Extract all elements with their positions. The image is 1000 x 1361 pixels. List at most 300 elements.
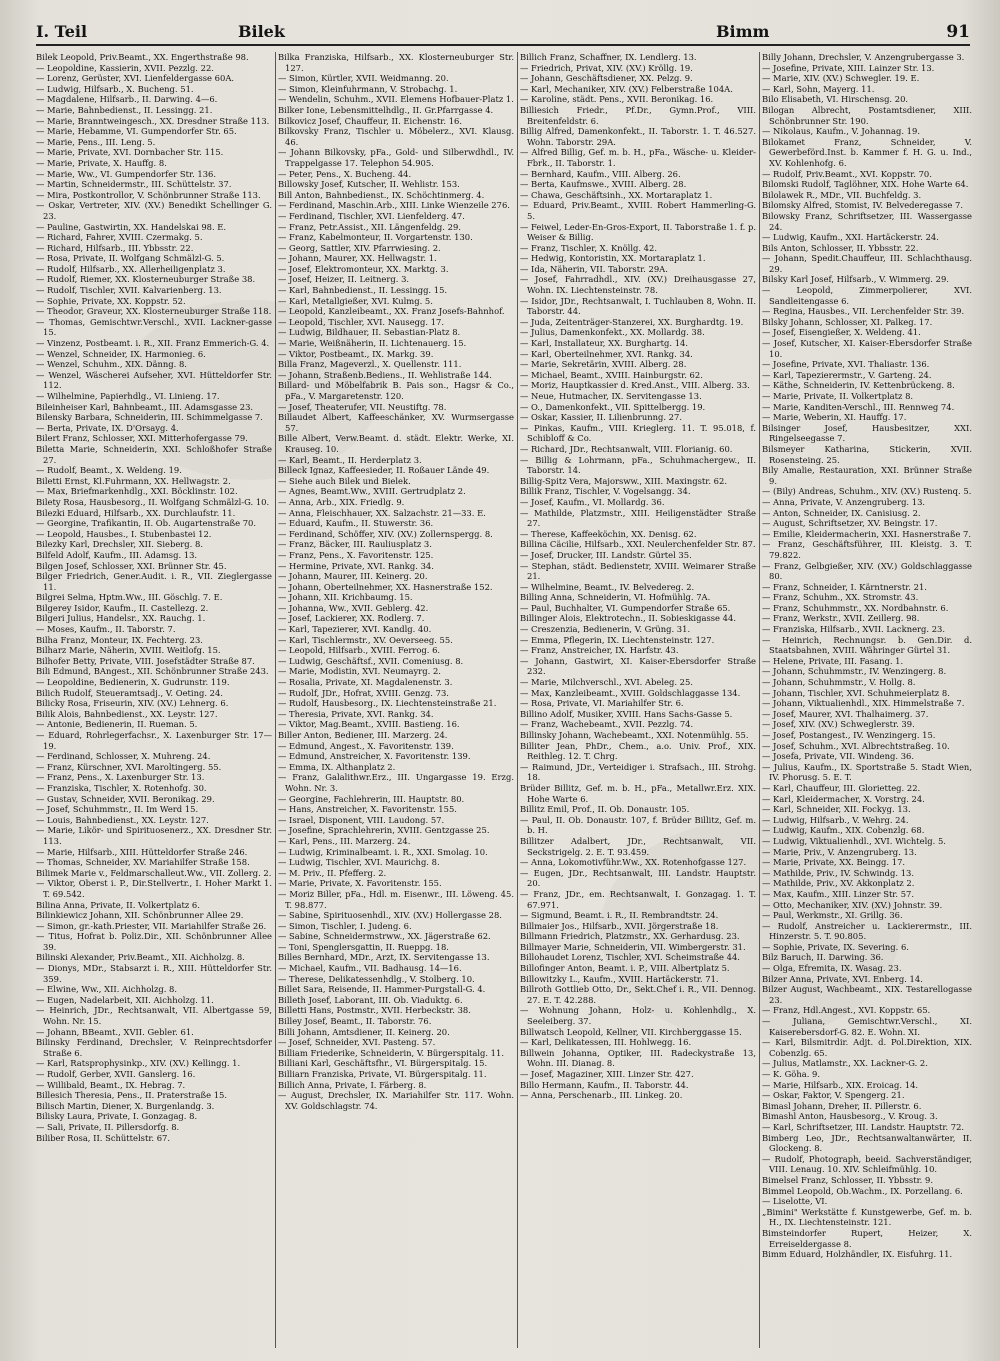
directory-entry: — Paul, II. Ob. Donaustr. 107, f. Brüder Billitz, Gef. m. b. H. bbox=[520, 814, 756, 836]
directory-entry: — Rosa, Private, II. Wolfgang Schmälzl-G. 5. bbox=[36, 253, 225, 264]
directory-entry: — Rudolf, Hilfsarb., XX. Allerheiligenplatz 3. bbox=[36, 263, 226, 274]
directory-entry: — Edmund, Anstreicher, X. Favoritenstr. 139. bbox=[278, 751, 471, 762]
directory-entry: — Marie, Milchverschl., XVI. Abeleg. 25. bbox=[520, 677, 693, 688]
directory-entry: — Theresia, Private, XVI. Rankg. 34. bbox=[278, 708, 434, 719]
directory-entry: Bilka Franziska, Hilfsarb., XX. Klosterneuburger Str. 127. bbox=[278, 52, 514, 73]
directory-entry: — Karl, Schriftsetzer, III. Landstr. Hauptstr. 72. bbox=[762, 1121, 965, 1132]
directory-entry: — Franz, Pens., X. Laxenburger Str. 13. bbox=[36, 772, 205, 783]
directory-entry: — Oskar, Faktor, V. Spengerg. 21. bbox=[762, 1090, 905, 1101]
directory-entry: Billmann Friedrich, Platzmstr., XX. Gerhardusg. 23. bbox=[520, 931, 740, 942]
directory-entry: — Richard, Hilfsarb., III. Ybbsstr. 22. bbox=[36, 242, 194, 253]
directory-entry: — Franz, JDr., em. Rechtsanwalt, I. Gonzagag. 1. T. 67.971. bbox=[520, 888, 756, 910]
directory-entry: Bilinsky Ferdinand, Drechsler, V. Reinprechtsdorfer Straße 6. bbox=[36, 1037, 272, 1058]
directory-entry: — Paul, Werkmstr., XI. Grillg. 36. bbox=[762, 910, 903, 921]
directory-entry: Bilowsky Franz, Schriftsetzer, III. Wassergasse 24. bbox=[762, 210, 972, 232]
directory-entry: — Ludwig, Kriminalbeamt. i. R., XXI. Smolag. 10. bbox=[278, 846, 488, 857]
directory-entry: — Franz, Galalithwr.Erz., III. Ungargasse 19. Erzg. Wohn. Nr. 3. bbox=[278, 772, 514, 793]
directory-entry: — Johann, Oberteilnehmer, XX. Hasnerstraße 152. bbox=[278, 581, 493, 592]
directory-entry: — Julius, Damenkonfekt., XX. Mollardg. 38. bbox=[520, 327, 705, 338]
directory-column-1 bbox=[36, 52, 272, 1352]
column-divider bbox=[275, 52, 276, 1348]
directory-entry: — Franz, Anstreicher, IX. Harfstr. 43. bbox=[520, 645, 679, 656]
directory-entry: — Pinkas, Kaufm., VIII. Krieglerg. 11. T. 95.018, f. Schibloff & Co. bbox=[520, 422, 756, 444]
directory-entry: Billi Johann, Amtsdiener, II. Keinerg. 20. bbox=[278, 1026, 450, 1037]
directory-entry: Bilicky Rosa, Friseurin, XIV. (XV.) Lehnerg. 6. bbox=[36, 698, 229, 709]
directory-entry: — Ludwig, Hilfsarb., X. Bucheng. 51. bbox=[36, 83, 194, 94]
directory-entry: Billig-Spitz Vera, Majorsww., XIII. Maxingstr. 62. bbox=[520, 475, 727, 486]
directory-entry: — M. Priv., II. Pfefferg. 2. bbox=[278, 867, 387, 878]
directory-entry: — Johann, Schuhmmstr., V. Hollg. 8. bbox=[762, 677, 916, 688]
directory-entry: — Karl, Beamt., II. Herderplatz 3. bbox=[278, 454, 422, 465]
directory-entry: — Wilhelmine, Beamt., IV. Belvedereg. 2. bbox=[520, 581, 695, 592]
guide-word-left: Bilek bbox=[238, 22, 285, 41]
directory-entry: — Theodor, Graveur, XX. Klosterneuburger Straße 118. bbox=[36, 306, 272, 317]
directory-entry: — Julius, Matlamstr., XX. Lackner-G. 2. bbox=[762, 1058, 928, 1069]
directory-entry: — Eugen, Nadelarbeit, XII. Aichholzg. 11. bbox=[36, 994, 214, 1005]
directory-entry: — Israel, Disponent, VIII. Laudong. 57. bbox=[278, 814, 445, 825]
directory-entry: — Karoline, städt. Pens., XVII. Beronikag. 16. bbox=[520, 94, 714, 105]
directory-entry: — Oskar, Kassier, II. Lilienbrunng. 27. bbox=[520, 412, 683, 423]
directory-entry: Billa Franz, Mageverzl., X. Quellenstr. 111. bbox=[278, 359, 462, 370]
directory-entry: — Johann, Spedit.Chauffeur, III. Schlachthausg. 29. bbox=[762, 253, 972, 274]
directory-entry: Billina Cäcilie, Hilfsarb., XXI. Neulerchenfelder Str. 87. bbox=[520, 539, 756, 550]
directory-entry: — Stephan, städt. Bedienstetr, XVIII. Weimarer Straße 21. bbox=[520, 560, 756, 582]
directory-entry: Bilger Friedrich, Gener.Audit. i. R., VII. Zieglergasse 11. bbox=[36, 571, 272, 592]
directory-entry: — Mathilde, Priv., XV. Akkonplatz 2. bbox=[762, 878, 915, 889]
directory-entry: — Ludwig, Kaufm., XXI. Hartäckerstr. 24. bbox=[762, 232, 939, 243]
directory-entry: — Lorenz, Gerüster, XVI. Lienfeldergasse 60A. bbox=[36, 73, 235, 84]
directory-entry: — Pauline, Gastwirtin, XX. Handelskai 98. E. bbox=[36, 221, 227, 232]
directory-entry: — Ferdinand, Tischler, XVI. Lienfelderg. 47. bbox=[278, 210, 465, 221]
directory-entry: — Alfred Billig, Gef. m. b. H., pFa., Wäsche- u. Kleider-Fbrk., II. Taborstr. 1. bbox=[520, 147, 756, 168]
directory-entry: — Isidor, JDr., Rechtsanwalt, I. Tuchlauben 8, Wohn. II. Taborstr. 44. bbox=[520, 295, 756, 317]
directory-entry: Billeth Josef, Laborant, III. Ob. Viaduktg. 6. bbox=[278, 994, 463, 1005]
directory-entry: — Leopold, Hausbes., I. Stubenbastei 12. bbox=[36, 528, 212, 539]
directory-entry: — Willibald, Beamt., IX. Hebrag. 7. bbox=[36, 1079, 186, 1090]
directory-entry: Bilich Rudolf, Steueramtsadj., V. Oeting. 24. bbox=[36, 687, 223, 698]
column-divider bbox=[759, 52, 760, 1348]
directory-entry: — Rudolf, JDr., Hofrat, XVIII. Genzg. 73. bbox=[278, 687, 449, 698]
directory-entry: — Richard, Fahrer, XVIII. Czermakg. 5. bbox=[36, 232, 203, 243]
directory-entry: — Marie, Hilfsarb., XIX. Eroicag. 14. bbox=[762, 1079, 919, 1090]
directory-entry: Bilzer Anna, Private, XVI. Enberg. 14. bbox=[762, 973, 923, 984]
directory-entry: Bilharz Marie, Näherin, XVIII. Weitlofg. 15. bbox=[36, 645, 221, 656]
directory-entry: — Johann, XII. Krichbaumg. 15. bbox=[278, 592, 413, 603]
directory-entry: — Marie, Sekretärin, XVIII. Alberg. 28. bbox=[520, 359, 687, 370]
directory-entry: — Titus, Hofrat b. Poliz.Dir., XII. Schönbrunner Allee 39. bbox=[36, 931, 272, 952]
directory-entry: — Johann, Maurer, III. Keinerg. 20. bbox=[278, 571, 428, 582]
directory-entry: — Karl, Tapezierermstr., V. Garteng. 24. bbox=[762, 369, 932, 380]
directory-entry: — Marie, XIV. (XV.) Schwegler. 19. E. bbox=[762, 73, 920, 84]
directory-entry: — Raimund, JDr., Verteidiger i. Strafsach., III. Strohg. 18. bbox=[520, 761, 756, 783]
directory-entry: Brüder Billitz, Gef. m. b. H., pFa., Metallwr.Erz. XIX. Hohe Warte 6. bbox=[520, 782, 756, 804]
directory-entry: — Marie, Kanditen-Verschl., III. Rennweg 74. bbox=[762, 401, 955, 412]
directory-entry: — Josef, Fahrradhdl., XIV. (XV.) Dreihausgasse 27, Wohn. IX. Liechtensteinstr. 78. bbox=[520, 274, 756, 296]
directory-entry: — Karl, Bilsmitrdir. Adjt. d. Pol.Direktion, XIX. Cobenzlg. 65. bbox=[762, 1037, 972, 1058]
directory-entry: — Hermine, Private, XVI. Rankg. 34. bbox=[278, 560, 434, 571]
directory-entry: — Toni, Spenglersgattin, II. Rueppg. 18. bbox=[278, 941, 449, 952]
directory-entry: — Richard, JDr., Rechtsanwalt, VIII. Florianig. 60. bbox=[520, 443, 733, 454]
directory-entry: — Magdalene, Hilfsarb., II. Darwing. 4—6. bbox=[36, 94, 218, 105]
directory-entry: Billo Hermann, Kaufm., II. Taborstr. 44. bbox=[520, 1079, 689, 1090]
directory-entry: — Franz, Kabelmonteur, II. Vorgartenstr. 130. bbox=[278, 232, 473, 243]
directory-entry: Bimsteindorfer Rupert, Heizer, X. Erreiseldergasse 8. bbox=[762, 1227, 972, 1249]
directory-entry: Bille Albert, Verw.Beamt. d. städt. Elektr. Werke, XI. Krauseg. 10. bbox=[278, 433, 514, 454]
directory-column-2 bbox=[278, 52, 514, 1352]
directory-entry: — Leopold, Zimmerpolierer, XVI. Sandleitengasse 6. bbox=[762, 285, 972, 306]
directory-entry: — Heinrich, JDr., Rechtsanwalt, VII. Albertgasse 59, Wohn. Nr. 15. bbox=[36, 1005, 272, 1027]
directory-entry: — Peter, Pens., X. Bucheng. 44. bbox=[278, 168, 412, 179]
directory-entry: Bilek Leopold, Priv.Beamt., XX. Engerthstraße 98. bbox=[36, 52, 249, 62]
directory-entry: Billig Alfred, Damenkonfekt., II. Taborstr. 1. T. 46.527. Wohn. Taborstr. 29A. bbox=[520, 126, 756, 147]
directory-entry: — Josef, Theaterufer, VII. Neustiftg. 78. bbox=[278, 401, 447, 412]
directory-entry: — Marie, Branntweingesch., XX. Dresdner Straße 113. bbox=[36, 115, 270, 126]
directory-entry: Billiesich Friedr., Pf.Dr., Gymn.Prof., VIII. Breitenfeldstr. 6. bbox=[520, 104, 756, 126]
directory-entry: Billiarn Franziska, Private, VI. Bürgerspitalg. 11. bbox=[278, 1069, 487, 1079]
directory-entry: Bimasl Johann, Dreher, II. Pillerstr. 6. bbox=[762, 1100, 922, 1111]
directory-entry: — Josef, Schneider, XVI. Pasteng. 57. bbox=[278, 1037, 436, 1048]
directory-entry: — Heinrich, Rechnungsr. b. Gen.Dir. d. Staatsbahnen, XVIII. Währinger Gürtel 31. bbox=[762, 634, 972, 656]
directory-entry: Bilezky Karl, Drechsler, XII. Sieberg. 8. bbox=[36, 539, 203, 550]
directory-entry: Bilezki Eduard, Hilfsarb., XX. Durchlaufstr. 11. bbox=[36, 507, 236, 518]
directory-entry: Billetti Hans, Postmstr., XVII. Herbeckstr. 38. bbox=[278, 1005, 471, 1016]
directory-entry: — Franz, Kürschner, XVI. Maroltingerg. 55. bbox=[36, 761, 222, 772]
directory-entry: — Oskar, Vertreter, XIV. (XV.) Benedikt Schellinger G. 23. bbox=[36, 200, 272, 221]
directory-entry: Bimelsel Franz, Schlosser, II. Ybbsstr. 9. bbox=[762, 1174, 933, 1185]
directory-entry: — Berta, Kaufmswe., XVIII. Alberg. 28. bbox=[520, 179, 687, 190]
directory-entry: — Josefine, Sprachlehrerin, XVIII. Gentzgasse 25. bbox=[278, 825, 490, 836]
directory-entry: — Ferdinand, Maschin.Arb., XIII. Linke Wienzeile 276. bbox=[278, 200, 510, 211]
directory-entry: Bili Edmund, BAngest., XII. Schönbrunner Straße 243. bbox=[36, 666, 269, 677]
page-header bbox=[36, 22, 970, 46]
directory-entry: — Max, Kanzleibeamt., XVIII. Goldschlaggasse 134. bbox=[520, 687, 741, 698]
directory-entry: Bils Anton, Schlosser, II. Ybbsstr. 22. bbox=[762, 242, 919, 253]
directory-entry: Billino Adolf, Musiker, XVIII. Hans Sachs-Gasse 5. bbox=[520, 708, 733, 719]
directory-entry: — Viktor, Oberst i. P., Dir.Stellvertr., I. Hoher Markt 1. T. 69.542. bbox=[36, 878, 272, 899]
directory-entry: — Dionys, MDr., Stabsarzt i. R., XIII. Hütteldorfer Str. 359. bbox=[36, 963, 272, 984]
directory-entry: — Paul, Buchhalter, VI. Gumpendorfer Straße 65. bbox=[520, 602, 731, 613]
directory-entry: — Mathilde, Platzmstr., XIII. Heiligenstädter Straße 27. bbox=[520, 507, 756, 529]
directory-entry: — Anna, Arb., XIX. Friedlg. 9. bbox=[278, 496, 405, 507]
directory-entry: Bilfeld Adolf, Kaufm., III. Adamsg. 13. bbox=[36, 549, 198, 560]
directory-entry: — Karl, Bahnbedienst., II. Lessingg. 15. bbox=[278, 285, 448, 296]
directory-entry: Bilsky Karl Josef, Hilfsarb., V. Wimmerg. 29. bbox=[762, 274, 949, 285]
directory-entry: Bilimek Marie v., Feldmarschalleut.Ww., VII. Zollerg. 2. bbox=[36, 867, 272, 878]
directory-entry: — Julius, Kaufm., IX. Sportstraße 5. Stadt Wien, IV. Phorusg. 5. E. T. bbox=[762, 761, 972, 783]
directory-entry: Bilsky Johann, Schlosser, XI. Palkeg. 17. bbox=[762, 316, 933, 327]
directory-entry: — Franz, Werkstr., XVII. Zeillerg. 98. bbox=[762, 613, 920, 624]
directory-entry: Bilogan Albrecht, Postamtsdiener, XIII. Schönbrunner Str. 190. bbox=[762, 104, 972, 126]
directory-entry: — Eduard, Priv.Beamt., XVIII. Robert Hammerling-G. 5. bbox=[520, 200, 756, 221]
directory-entry: — Hans, Anstreicher, X. Favoritenstr. 155. bbox=[278, 804, 457, 815]
directory-entry: — Rudolf, Beamt., X. Weldeng. 19. bbox=[36, 465, 182, 476]
column-divider bbox=[517, 52, 518, 1348]
directory-entry: — Marie, Weberin, XI. Hauffg. 17. bbox=[762, 412, 907, 423]
directory-entry: Bilety Rosa, Hausbesorg., II. Wolfgang Schmälzl-G. 10. bbox=[36, 496, 270, 507]
directory-entry: Billes Bernhard, MDr., Arzt, IX. Servitengasse 13. bbox=[278, 952, 490, 963]
directory-entry: — Mira, Postkontrollor, V. Schönbrunner Straße 113. bbox=[36, 189, 261, 200]
directory-entry: — Leopoldine, Bedienerin, X. Gudrunstr. 119. bbox=[36, 677, 230, 688]
directory-entry: — Josef, Lackierer, XX. Rodlerg. 7. bbox=[278, 613, 425, 624]
directory-entry: — Martin, Schneidermstr., III. Schüttelstr. 37. bbox=[36, 179, 232, 190]
directory-entry: — Karl, Installateur, XX. Burghartg. 14. bbox=[520, 338, 689, 349]
directory-entry: — Johann Bilkovsky, pFa., Gold- und Silberwdhdl., IV. Trappelgasse 17. Telephon 54.905. bbox=[278, 147, 514, 168]
directory-entry: Bill Anton, Bahnbedienst., IX. Schöchtinmerg. 4. bbox=[278, 189, 485, 200]
directory-entry: Billofinger Anton, Beamt. i. P., VIII. Albertplatz 5. bbox=[520, 963, 730, 974]
directory-entry: — Ida, Näherin, VII. Taborstr. 29A. bbox=[520, 263, 668, 274]
directory-entry: — Eduard, Rohrlegerfachsr., X. Laxenburger Str. 17—19. bbox=[36, 730, 272, 751]
directory-entry: — Therese, Delikatessenhdlg., V. Stolberg. 10. bbox=[278, 973, 475, 984]
directory-entry: Bimberg Leo, JDr., Rechtsanwaltanwärter, II. Glockeng. 8. bbox=[762, 1132, 972, 1154]
directory-entry: — Moses, Kaufm., II. Taborstr. 7. bbox=[36, 624, 176, 635]
directory-entry: — Eugen, JDr., Rechtsanwalt, III. Landstr. Hauptstr. 20. bbox=[520, 867, 756, 889]
directory-entry: Bilik Alois, Bahnbedienst., XX. Leystr. 127. bbox=[36, 708, 218, 719]
directory-entry: — Josef, Kaufm., VI. Mollardg. 36. bbox=[520, 496, 665, 507]
directory-entry: — Karl, Delikatessen, III. Hohlwegg. 16. bbox=[520, 1037, 692, 1048]
directory-entry: Biletti Ernst, Kl.Fuhrmann, XX. Hellwagstr. 2. bbox=[36, 475, 231, 486]
directory-entry: — Franz, Schneider, I. Kärntnerstr. 21. bbox=[762, 581, 927, 592]
directory-entry: Bimashl Anton, Hausbesorg., V. Kroug. 3. bbox=[762, 1111, 938, 1122]
directory-entry: Bilkovicz Josef, Chauffeur, II. Eichenstr. 16. bbox=[278, 115, 463, 126]
directory-entry: — Louis, Bahnbedienst., XX. Leystr. 127. bbox=[36, 814, 209, 825]
directory-entry: Bilisky Laura, Private, I. Gonzagag. 8. bbox=[36, 1111, 198, 1122]
directory-entry: — Wendelin, Schuhm., XVII. Elemens Hofbauer-Platz 1. bbox=[278, 94, 514, 105]
directory-entry: — Sabine, Spirituosenhdl., XIV. (XV.) Hollergasse 28. bbox=[278, 910, 502, 921]
directory-entry: Billowsky Josef, Kutscher, II. Wehlistr. 153. bbox=[278, 179, 460, 190]
directory-entry: — Franz, Pens., X. Favoritenstr. 125. bbox=[278, 549, 434, 560]
directory-entry: Billeck Ignaz, Kaffeesieder, II. Roßauer Lände 49. bbox=[278, 465, 490, 476]
directory-entry: Billinsky Johann, Wachebeamt., XXI. Notenmühlg. 55. bbox=[520, 730, 749, 740]
directory-entry: — Eduard, Kaufm., II. Stuwerstr. 36. bbox=[278, 518, 434, 529]
directory-entry: — Leopold, Hilfsarb., XVIII. Ferrog. 6. bbox=[278, 645, 441, 656]
directory-entry: — Georg, Sattler, XIV. Pfarrwiesing. 2. bbox=[278, 242, 441, 253]
directory-entry: — Wenzel, Wäscherei Aufseher, XVI. Hütteldorfer Str. 112. bbox=[36, 369, 272, 391]
directory-entry: — Rudolf, Hausbesorg., IX. Liechtensteinstraße 21. bbox=[278, 698, 497, 709]
directory-entry: — Marie, Pens., III. Leng. 5. bbox=[36, 136, 156, 147]
directory-entry: Billik Franz, Tischler, V. Vogelsangg. 34. bbox=[520, 486, 691, 497]
directory-entry: — Viktor, Mag.Beamt., XVIII. Bastieng. 16. bbox=[278, 719, 460, 730]
directory-entry: Billaudet Albert, Kaffeeschänker, XV. Wurmsergasse 57. bbox=[278, 412, 514, 433]
directory-entry: — Emma, Pflegerin, IX. Liechtensteinstr. 127. bbox=[520, 634, 715, 645]
directory-entry: — Wenzel, Schuhm., XIX. Dänng. 8. bbox=[36, 359, 187, 370]
directory-entry: Bily Amalie, Restauration, XXI. Brünner Straße 9. bbox=[762, 465, 972, 486]
directory-entry: — Karl, Chauffeur, III. Glorietteg. 22. bbox=[762, 782, 921, 793]
directory-entry: Billwatsch Leopold, Kellner, VII. Kirchberggasse 15. bbox=[520, 1026, 742, 1037]
directory-entry: — Nikolaus, Kaufm., V. Johannag. 19. bbox=[762, 126, 920, 137]
directory-entry: — Thomas, Gemischtwr.Verschl., XVII. Lackner-gasse 15. bbox=[36, 316, 272, 338]
directory-entry: — Josef, Magaziner, XIII. Linzer Str. 427. bbox=[520, 1069, 694, 1079]
directory-entry: — Liselotte, VI. bbox=[762, 1196, 828, 1207]
directory-entry: — Berta, Private, IX. D'Orsayg. 4. bbox=[36, 422, 179, 433]
directory-entry: Billohaudet Lorenz, Tischler, XVI. Scheimstraße 44. bbox=[520, 952, 740, 963]
directory-entry: — Marie, Modistin, XVI. Neumayrg. 2. bbox=[278, 666, 441, 677]
directory-entry: — Marie, Bahnbedienst., II. Lessingg. 21. bbox=[36, 104, 213, 115]
directory-entry: — Edmund, Angest., X. Favoritenstr. 139. bbox=[278, 740, 454, 751]
directory-entry: — Rudolf, Riemer, XX. Klosterneuburger Straße 38. bbox=[36, 274, 256, 285]
directory-entry: Billiter Jean, PhDr., Chem., a.o. Univ. Prof., XIX. Reithleg. 12. T. Chrg. bbox=[520, 740, 756, 762]
directory-entry: Bilokamet Franz, Schneider, V. Gewerbeförd.Inst. b. Kammer f. H. G. u. Ind., XV. Kohlenhofg. 6. bbox=[762, 136, 972, 168]
directory-entry: — Franziska, Tischler, X. Rotenhofg. 30. bbox=[36, 782, 207, 793]
directory-entry: — Marie, Hebamme, VI. Gumpendorfer Str. 65. bbox=[36, 126, 237, 137]
directory-entry: — Agnes, Beamt.Ww., XVIII. Gertrudplatz 2. bbox=[278, 486, 466, 497]
directory-entry: — Karl, Oberteilnehmer, XVI. Rankg. 34. bbox=[520, 348, 693, 359]
directory-entry: — Sali, Private, II. Pillersdorfg. 8. bbox=[36, 1121, 180, 1132]
directory-entry: — Marie, Private, II. Volkertplatz 8. bbox=[762, 391, 914, 401]
directory-entry: Bilensky Barbara, Schneiderin, III. Schimmelgasse 7. bbox=[36, 412, 263, 423]
directory-entry: — Karl, Schneider, XII. Fockyg. 13. bbox=[762, 804, 911, 815]
directory-entry: — Rudolf, Tischler, XVII. Kalvarienberg. 13. bbox=[36, 285, 222, 296]
directory-entry: — Karl, Tischlermstr., XV. Oeverseeg. 55. bbox=[278, 634, 453, 645]
directory-entry: Bilgeri Julius, Handelsr., XX. Rauchg. 1. bbox=[36, 613, 206, 624]
directory-entry: — Franz, Gelbgießer, XIV. (XV.) Goldschlaggasse 80. bbox=[762, 560, 972, 582]
directory-entry: „Bimini" Werkstätte f. Kunstgewerbe, Gef. m. b. H., IX. Liechtensteinstr. 121. bbox=[762, 1206, 972, 1228]
directory-entry: — Max, Kaufm., XIII. Linzer Str. 57. bbox=[762, 888, 915, 899]
directory-entry: — Sabine, Schneidermstrww., XX. Jägerstraße 62. bbox=[278, 931, 491, 942]
directory-entry: — Marie, Weißnäherin, II. Lichtenauerg. 15. bbox=[278, 338, 467, 349]
directory-entry: — Josefine, Private, XVI. Thaliastr. 136. bbox=[762, 359, 930, 370]
directory-entry: — Antonie, Bedienerin, II. Rueman. 5. bbox=[36, 719, 198, 730]
directory-entry: — Siehe auch Bilek und Bielek. bbox=[278, 475, 411, 486]
directory-entry: — Franz, Petr.Assist., XII. Längenfeldg. 29. bbox=[278, 221, 461, 232]
directory-entry: — Franz, Geschäftsführer, III. Kleistg. 3. T. 79.822. bbox=[762, 539, 972, 560]
directory-entry: — Rudolf, Photograph, beeid. Sachverständiger, VIII. Lenaug. 10. XIV. Schleifmühlg. 10. bbox=[762, 1153, 972, 1175]
directory-entry: — Therese, Kaffeeköchin, XX. Denisg. 62. bbox=[520, 528, 697, 539]
directory-entry: Billing Anna, Schneiderin, VI. Hofmühlg. 7A. bbox=[520, 592, 711, 603]
directory-entry: — Anna, Lokomotivführ.Ww., XX. Rotenhofgasse 127. bbox=[520, 857, 747, 868]
directory-entry: Bilz Baruch, II. Darwing. 36. bbox=[762, 952, 884, 963]
directory-entry: — Franz, Schuhm., XX. Stromstr. 43. bbox=[762, 592, 919, 603]
directory-entry: Billowitzky L., Kaufm., XVIII. Hartäckerstr. 71. bbox=[520, 973, 719, 984]
directory-entry: Billet Sara, Reisende, II. Hammer-Purgstall-G. 4. bbox=[278, 984, 486, 995]
directory-entry: — Josef, Drucker, III. Landstr. Gürtel 35. bbox=[520, 549, 692, 560]
directory-entry: — Josef, Elektromonteur, XX. Marktg. 3. bbox=[278, 263, 449, 274]
directory-entry: — Emma, IX. Althanplatz 2. bbox=[278, 761, 396, 772]
directory-entry: Biletta Marie, Schneiderin, XXI. Schloßhofer Straße 27. bbox=[36, 443, 272, 465]
directory-entry: — Gustav, Schneider, XVII. Beronikag. 29. bbox=[36, 793, 215, 804]
directory-entry: — Hedwig, Kontoristin, XX. Mortaraplatz 1. bbox=[520, 253, 706, 264]
directory-entry: — Vinzenz, Postbeamt. i. R., XII. Franz Emmerich-G. 4. bbox=[36, 338, 270, 349]
directory-entry: — Billig & Lohrmann, pFa., Schuhmachergew., II. Taborstr. 14. bbox=[520, 454, 756, 476]
directory-entry: — Josef, Postangest., IV. Wenzingerg. 15. bbox=[762, 730, 936, 740]
directory-entry: — Johann, Maurer, XX. Hellwagstr. 1. bbox=[278, 253, 437, 264]
directory-entry: Bilgrei Selma, Hptm.Ww., III. Göschlg. 7. E. bbox=[36, 592, 223, 603]
directory-entry: — Creszenzia, Bedienerin, V. Grüng. 31. bbox=[520, 624, 691, 635]
directory-entry: Bimm Eduard, Holzhändler, IX. Eisfuhrg. 11. bbox=[762, 1249, 953, 1260]
directory-entry: — K. Göha. 9. bbox=[762, 1069, 821, 1079]
directory-entry: — Rosa, Private, VI. Mariahilfer Str. 6. bbox=[520, 698, 684, 709]
directory-entry: Billey Josef, Beamt., II. Taborstr. 76. bbox=[278, 1016, 432, 1027]
directory-entry: — Franz, Wachebeamt., XVII. Pezzlg. 74. bbox=[520, 719, 694, 730]
directory-entry: — Simon, gr.-kath.Priester, VII. Mariahilfer Straße 26. bbox=[36, 920, 267, 931]
directory-entry: Bilina Anna, Private, II. Volkertplatz 6. bbox=[36, 899, 200, 910]
directory-entry: — (Bily) Andreas, Schuhm., XIV. (XV.) Rustenq. 5. bbox=[762, 486, 972, 497]
directory-entry: — Friedrich, Privat, XIV. (XV.) Kröllg. 19. bbox=[520, 62, 693, 73]
directory-entry: — Georgine, Trafikantin, II. Ob. Augartenstraße 70. bbox=[36, 518, 257, 529]
directory-entry: — Neue, Hutmacher, IX. Servitengasse 13. bbox=[520, 391, 702, 401]
directory-entry: — Karl, Sohn, Mayerg. 11. bbox=[762, 83, 875, 94]
directory-entry: — Josef, Schuhm., XVI. Albrechtstraßeg. 10. bbox=[762, 740, 950, 751]
directory-entry: Bilkovsky Franz, Tischler u. Möbelerz., XVI. Klausg. 46. bbox=[278, 126, 514, 147]
directory-entry: — August, Drechsler, IX. Mariahilfer Str. 117. Wohn. XV. Goldschlagstr. 74. bbox=[278, 1090, 514, 1111]
directory-entry: — Juliana, Gemischtwr.Verschl., XI. Kaiserebersdorf-G. 82. E. Wohn. XI. bbox=[762, 1016, 972, 1037]
directory-entry: Bilsmeyer Katharina, Stickerin, XVII. Rosensteing. 25. bbox=[762, 443, 972, 465]
directory-entry: Bilomsky Alfred, Stomist, IV. Belvederegasse 7. bbox=[762, 200, 964, 211]
directory-entry: — Helene, Private, III. Fasang. 1. bbox=[762, 655, 904, 666]
directory-entry: — Johann, Straßenb.Bediens., II. Wehlistraße 144. bbox=[278, 369, 492, 380]
directory-entry: Billiam Friederike, Schneiderin, V. Bürgerspitalg. 11. bbox=[278, 1047, 504, 1058]
directory-entry: — Marie, Private, X. Favoritenstr. 155. bbox=[278, 878, 442, 889]
directory-entry: Billitz Emil, Prof., II. Ob. Donaustr. 105. bbox=[520, 804, 690, 815]
directory-entry: — Ludwig, Kaufm., XIX. Cobenzlg. 68. bbox=[762, 825, 925, 836]
directory-entry: Bilolawek R., MDr., VII. Buchfeldg. 3. bbox=[762, 189, 922, 200]
directory-entry: — Simon, Tischler, I. Judeng. 6. bbox=[278, 920, 412, 931]
directory-entry: Bileinheiser Karl, Bahnbeamt., III. Adamsgasse 23. bbox=[36, 401, 254, 412]
directory-entry: — Chawa, Geschäftsinh., XX. Mortaraplatz 1. bbox=[520, 189, 713, 200]
directory-entry: — Karl, Ratsprophysinkp., XIV. (XV.) Kellingg. 1. bbox=[36, 1058, 241, 1069]
directory-entry: Bilha Franz, Monteur, IX. Fechterg. 23. bbox=[36, 634, 203, 645]
directory-entry: — Elwine, Ww., XII. Aichholzg. 8. bbox=[36, 984, 178, 995]
directory-entry: — Anton, Schneider, IX. Canisiusg. 2. bbox=[762, 507, 921, 518]
directory-entry: — August, Schriftsetzer, XV. Beingstr. 17. bbox=[762, 518, 938, 529]
directory-entry: — Ludwig, Viktualienhdl., XVI. Wichtelg. 5. bbox=[762, 835, 946, 846]
directory-entry: Bilgen Josef, Schlosser, XXI. Brünner Str. 45. bbox=[36, 560, 227, 571]
directory-entry: Billinger Alois, Elektrotechn., II. Sobieskigasse 44. bbox=[520, 613, 736, 624]
directory-entry: — Sophie, Private, XX. Koppstr. 52. bbox=[36, 295, 186, 306]
directory-entry: — Franz, Bäcker, III. Rauliusplatz 3. bbox=[278, 539, 432, 550]
directory-entry: — Moriz, Hauptkassier d. Kred.Anst., VIII. Alberg. 33. bbox=[520, 380, 750, 391]
directory-entry: — Rudolf, Anstreicher u. Lackierermstr., III. Hinzerstr. 5. T. 90.805. bbox=[762, 920, 972, 942]
directory-entry: — Marie, Hilfsarb., XIII. Hütteldorfer Straße 246. bbox=[36, 846, 248, 857]
guide-word-right: Bimm bbox=[716, 22, 770, 41]
directory-entry: — Johanna, Ww., XVII. Geblerg. 42. bbox=[278, 602, 429, 613]
directory-entry: — Marie, Likör- und Spirituosenerz., XX. Dresdner Str. 113. bbox=[36, 825, 272, 846]
directory-entry: Billich Franz, Schaffner, IX. Lendlerg. 13. bbox=[520, 52, 697, 62]
directory-entry: Bilo Elisabeth, VI. Hirschensg. 20. bbox=[762, 94, 909, 105]
directory-entry: — Johann, Schuhmmstr., IV. Wenzingerg. 8. bbox=[762, 666, 947, 677]
directory-entry: — Johann, Gastwirt, XI. Kaiser-Ebersdorfer Straße 232. bbox=[520, 655, 756, 677]
directory-entry: — O., Damenkonfekt., VII. Spittelbergg. 19. bbox=[520, 401, 706, 412]
directory-entry: — Olga, Efremita, IX. Wasag. 23. bbox=[762, 963, 902, 974]
directory-entry: — Rudolf, Priv.Beamt., XVI. Koppstr. 70. bbox=[762, 168, 932, 179]
directory-entry: — Josefa, Private, VII. Windeng. 36. bbox=[762, 751, 915, 762]
directory-column-3 bbox=[520, 52, 756, 1352]
directory-entry: Bilhofer Betty, Private, VIII. Josefstädter Straße 87. bbox=[36, 655, 255, 666]
directory-entry: Bilker Ione, Lebensmittelhdlg., II. Gr.Pfarrgasse 4. bbox=[278, 104, 494, 115]
section-label: I. Teil bbox=[36, 22, 88, 41]
directory-entry: Bilomski Rudolf, Taglöhner, XIX. Hohe Warte 64. bbox=[762, 179, 969, 190]
directory-entry: — Rudolf, Gerber, XVII. Ganslerg. 16. bbox=[36, 1069, 196, 1079]
directory-entry: — Feiwel, Leder-En-Gros-Export, II. Taborstraße 1. f. p. Weiser & Billig. bbox=[520, 221, 756, 243]
directory-entry: — Ferdinand, Schlosser, X. Muhreng. 24. bbox=[36, 751, 211, 762]
directory-entry: — Anna, Perschenarb., III. Linkeg. 20. bbox=[520, 1090, 683, 1101]
directory-entry: Bimmel Leopold, Ob.Wachm., IX. Porzellang. 6. bbox=[762, 1185, 963, 1196]
directory-entry: — Käthe, Schneiderin, IV. Kettenbrückeng. 8. bbox=[762, 380, 955, 391]
directory-entry: — Rosalia, Private, XI. Magdalenenstr. 3. bbox=[278, 677, 453, 688]
directory-entry: — Thomas, Schneider, XV. Mariahilfer Straße 158. bbox=[36, 857, 250, 868]
directory-entry: — Franz, Hdl.Angest., XVI. Koppstr. 65. bbox=[762, 1005, 931, 1016]
directory-entry: — Leopold, Kanzleibeamt., XX. Franz Josefs-Bahnhof. bbox=[278, 306, 505, 317]
directory-entry: — Josefine, Private, XIII. Lainzer Str. 13. bbox=[762, 62, 935, 73]
directory-entry: — Mathilde, Priv., IV. Schwindg. 13. bbox=[762, 867, 915, 878]
directory-entry: Billmayer Marie, Schneiderin, VII. Wimbergerstr. 31. bbox=[520, 941, 746, 952]
directory-entry: Bilzer August, Wachbeamt., XIX. Testarellogasse 23. bbox=[762, 984, 972, 1005]
directory-entry: — Josef, Eisengießer, X. Weldeng. 41. bbox=[762, 327, 921, 338]
directory-entry: Bilert Franz, Schlosser, XXI. Mitterhofergasse 79. bbox=[36, 433, 248, 444]
directory-entry: — Johann, Geschäftsdiener, XX. Pelzg. 9. bbox=[520, 73, 693, 84]
directory-entry: Bilinkiewicz Johann, XII. Schönbrunner Allee 29. bbox=[36, 910, 244, 921]
directory-entry: Billmaier Jos., Hilfsarb., XVII. Jörgerstraße 18. bbox=[520, 920, 719, 931]
directory-entry: — Josef, Maurer, XVI. Thalhaimerg. 37. bbox=[762, 708, 929, 719]
